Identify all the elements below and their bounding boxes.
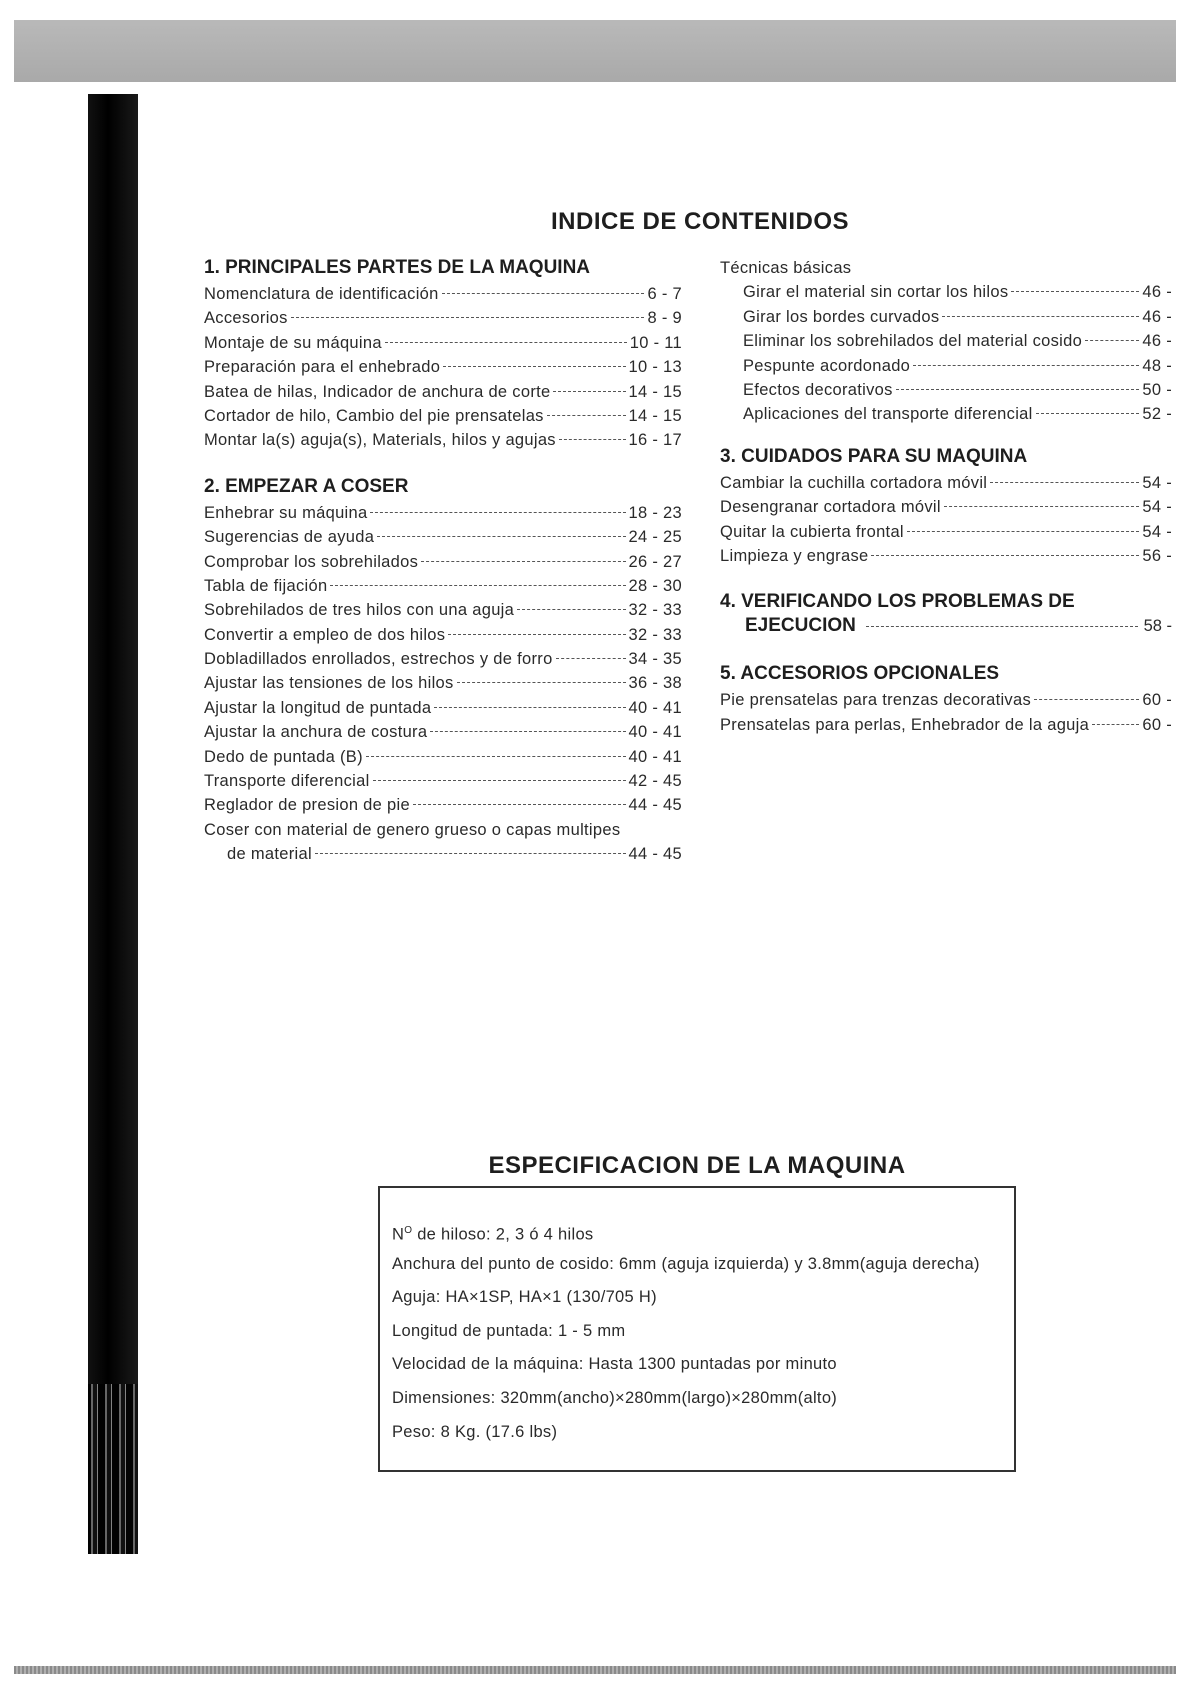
toc-entry — [204, 720, 682, 744]
leader-dots — [385, 342, 627, 343]
section-heading-2: 2. EMPEZAR A COSER — [204, 475, 409, 497]
toc-entry-page: 46 - — [1142, 332, 1172, 351]
leader-dots — [421, 561, 625, 562]
toc-entry — [204, 525, 682, 549]
toc-entry-label: Girar el material sin cortar los hilos — [743, 283, 1009, 302]
spec-threads — [392, 1214, 1014, 1248]
spacer — [720, 568, 1172, 590]
toc-entry — [204, 404, 682, 428]
leader-dots — [457, 682, 626, 683]
toc-entry-label: Preparación para el enhebrado — [204, 358, 441, 377]
toc-entry-page: 52 - — [1142, 405, 1172, 424]
toc-entry-page: 44 - 45 — [628, 845, 682, 864]
toc-entry — [204, 501, 682, 525]
toc-entry — [204, 745, 682, 769]
toc-entry-page: 28 - 30 — [628, 576, 682, 595]
toc-right-column — [720, 256, 1172, 737]
toc-entry — [720, 713, 1172, 737]
spec-line: Peso: 8 Kg. (17.6 lbs) — [392, 1422, 558, 1441]
toc-entry-label: Enhebrar su máquina — [204, 503, 368, 522]
toc-entry-page: 6 - 7 — [647, 285, 682, 303]
section-5-list — [720, 688, 1172, 737]
toc-entry-page: 24 - 25 — [628, 528, 682, 547]
toc-entry-page: 14 - 15 — [628, 406, 682, 425]
leader-dots — [315, 853, 626, 854]
toc-entry — [204, 331, 682, 355]
section-2-list — [204, 501, 682, 867]
section-heading-4-line1: 4. VERIFICANDO LOS PROBLEMAS DE — [720, 591, 1075, 613]
toc-entry-label: Desengranar cortadora móvil — [720, 498, 941, 517]
toc-entry — [720, 688, 1172, 712]
spec-line: Longitud de puntada: 1 - 5 mm — [392, 1321, 626, 1340]
section-heading-4 — [720, 590, 1172, 638]
leader-dots — [442, 293, 645, 294]
leader-dots — [896, 389, 1140, 390]
leader-dots — [944, 506, 1139, 507]
leader-dots — [907, 531, 1139, 532]
page-title: INDICE DE CONTENIDOS — [550, 208, 850, 235]
toc-entry-label: Quitar la cubierta frontal — [720, 522, 904, 541]
toc-entry-label: Nomenclatura de identificación — [204, 285, 439, 303]
leader-dots — [556, 658, 626, 659]
section-1-list — [204, 282, 682, 453]
toc-entry-page: 26 - 27 — [628, 552, 682, 571]
toc-entry-label: Reglador de presion de pie — [204, 796, 410, 815]
toc-entry — [204, 355, 682, 379]
toc-entry-label: Ajustar la anchura de costura — [204, 723, 428, 742]
spec-threads-prefix: N — [392, 1225, 405, 1244]
toc-entry-page: 46 - — [1142, 283, 1172, 302]
toc-entry-label: Pie prensatelas para trenzas decorativas — [720, 691, 1031, 710]
spacer — [204, 453, 682, 475]
spec-threads-sup: O — [404, 1225, 413, 1236]
toc-entry-label: Ajustar la longitud de puntada — [204, 698, 432, 717]
toc-entry-label: Accesorios — [204, 309, 288, 328]
leader-dots — [377, 536, 625, 537]
toc-entry — [204, 793, 682, 817]
left-edge-bar — [88, 94, 138, 1554]
toc-entry — [720, 471, 1172, 495]
toc-entry — [204, 769, 682, 793]
toc-entry — [204, 647, 682, 671]
toc-entry-page: 40 - 41 — [628, 723, 682, 742]
leader-dots — [443, 366, 625, 367]
leader-dots — [366, 756, 626, 757]
spec-box — [378, 1186, 1016, 1472]
toc-entry-label: Sobrehilados de tres hilos con una aguja — [204, 601, 515, 620]
toc-entry-label: Montaje de su máquina — [204, 333, 382, 352]
leader-dots — [942, 316, 1139, 317]
toc-entry-label: Convertir a empleo de dos hilos — [204, 625, 446, 644]
toc-entry-page: 54 - — [1142, 522, 1172, 541]
toc-entry — [720, 520, 1172, 544]
toc-entry — [720, 495, 1172, 519]
spec-line: Anchura del punto de cosido: 6mm (aguja izquierda) y 3.8mm(aguja derecha) — [392, 1254, 980, 1273]
toc-entry — [204, 598, 682, 622]
leader-dots — [370, 512, 625, 513]
spec-threads-rest: de hiloso: 2, 3 ó 4 hilos — [412, 1225, 594, 1244]
leader-dots — [413, 804, 626, 805]
toc-entry — [204, 574, 682, 598]
toc-entry — [204, 282, 682, 306]
toc-entry — [720, 544, 1172, 568]
toc-entry-page: 60 - — [1142, 691, 1172, 710]
leader-dots — [291, 317, 645, 318]
toc-entry-page: 54 - — [1142, 473, 1172, 492]
leader-dots — [517, 609, 625, 610]
leader-dots — [1034, 699, 1139, 700]
section-heading-5: 5. ACCESORIOS OPCIONALES — [720, 663, 1000, 685]
leader-dots — [1036, 413, 1140, 414]
leader-dots — [553, 391, 625, 392]
leader-dots — [373, 780, 626, 781]
toc-entry-page: 40 - 41 — [628, 698, 682, 717]
toc-entry-label: Tabla de fijación — [204, 576, 328, 595]
toc-entry-label: Dobladillados enrollados, estrechos y de forro — [204, 650, 553, 669]
leader-dots — [559, 439, 626, 440]
section-3-list — [720, 471, 1172, 569]
leader-dots — [1011, 291, 1139, 292]
toc-entry-page: 56 - — [1142, 546, 1172, 565]
toc-entry-page: 18 - 23 — [628, 503, 682, 522]
toc-entry-label: Girar los bordes curvados — [743, 307, 940, 326]
toc-entry-label: de material — [227, 845, 312, 864]
top-header-band — [14, 20, 1176, 82]
spacer — [720, 640, 1172, 662]
toc-entry-label: Limpieza y engrase — [720, 546, 869, 565]
toc-entry-page: 54 - — [1142, 498, 1172, 517]
toc-entry-page: 16 - 17 — [628, 431, 682, 450]
toc-entry — [204, 623, 682, 647]
toc-entry-multiline-first: Coser con material de genero grueso o capas multipes — [204, 820, 621, 839]
toc-entry-label: Pespunte acordonado — [743, 356, 911, 375]
toc-entry — [204, 306, 682, 330]
leader-dots — [1085, 340, 1139, 341]
toc-entry-label: Sugerencias de ayuda — [204, 528, 375, 547]
toc-entry-label: Comprobar los sobrehilados — [204, 552, 419, 571]
toc-entry-page: 32 - 33 — [628, 601, 682, 620]
section-heading-4-line2 — [720, 614, 1172, 638]
toc-entry — [204, 842, 682, 866]
leader-dots — [434, 707, 625, 708]
toc-entry-label: Cortador de hilo, Cambio del pie prensatelas — [204, 406, 544, 425]
toc-entry-page: 34 - 35 — [628, 650, 682, 669]
toc-entry-page: 10 - 13 — [628, 358, 682, 377]
toc-entry — [720, 305, 1172, 329]
toc-left-column — [204, 256, 682, 867]
toc-entry — [720, 402, 1172, 426]
toc-entry-label: Efectos decorativos — [743, 380, 893, 399]
spec-title: ESPECIFICACION DE LA MAQUINA — [488, 1152, 906, 1179]
toc-entry-page: 40 - 41 — [628, 747, 682, 766]
toc-entry-label: Cambiar la cuchilla cortadora móvil — [720, 473, 988, 492]
toc-entry-label: Eliminar los sobrehilados del material cosido — [743, 332, 1083, 351]
toc-entry — [720, 329, 1172, 353]
toc-entry-page: 32 - 33 — [628, 625, 682, 644]
section-heading-3: 3. CUIDADOS PARA SU MAQUINA — [720, 445, 1028, 467]
leader-dots — [330, 585, 625, 586]
left-edge-texture — [88, 1384, 138, 1554]
toc-entry — [204, 550, 682, 574]
spec-line: Aguja: HA×1SP, HA×1 (130/705 H) — [392, 1288, 657, 1307]
spec-line: Velocidad de la máquina: Hasta 1300 puntadas por minuto — [392, 1355, 837, 1374]
toc-entry-page: 50 - — [1142, 380, 1172, 399]
toc-entry — [204, 428, 682, 452]
leader-dots — [866, 626, 1138, 627]
toc-entry — [204, 380, 682, 404]
toc-entry-page: 10 - 11 — [629, 333, 682, 352]
toc-entry-page: 14 - 15 — [628, 382, 682, 401]
subsection-heading: Técnicas básicas — [720, 259, 852, 277]
section-heading-1: 1. PRINCIPALES PARTES DE LA MAQUINA — [204, 257, 591, 278]
leader-dots — [1092, 724, 1139, 725]
leader-dots — [547, 415, 626, 416]
toc-entry — [204, 696, 682, 720]
leader-dots — [990, 482, 1139, 483]
toc-entry — [720, 354, 1172, 378]
toc-entry-page: 44 - 45 — [628, 796, 682, 815]
toc-entry-label: Prensatelas para perlas, Enhebrador de la aguja — [720, 715, 1090, 734]
toc-entry-page: 60 - — [1142, 715, 1172, 734]
toc-entry-label: Montar la(s) aguja(s), Materials, hilos y agujas — [204, 431, 556, 450]
section-heading-4-label: EJECUCION — [745, 615, 856, 637]
leader-dots — [913, 365, 1139, 366]
toc-entry — [204, 671, 682, 695]
techniques-list — [720, 280, 1172, 426]
spacer — [720, 427, 1172, 445]
leader-dots — [871, 555, 1139, 556]
toc-entry — [720, 280, 1172, 304]
toc-entry-label: Batea de hilas, Indicador de anchura de corte — [204, 382, 551, 401]
toc-entry-page: 42 - 45 — [628, 772, 682, 791]
toc-entry-label: Dedo de puntada (B) — [204, 747, 363, 766]
spec-line: Dimensiones: 320mm(ancho)×280mm(largo)×280mm(alto) — [392, 1388, 838, 1407]
toc-entry-page: 46 - — [1142, 307, 1172, 326]
toc-entry-label: Transporte diferencial — [204, 772, 370, 791]
toc-entry — [720, 378, 1172, 402]
toc-entry-page: 8 - 9 — [647, 309, 682, 328]
leader-dots — [448, 634, 625, 635]
toc-entry-label: Aplicaciones del transporte diferencial — [743, 405, 1033, 424]
leader-dots — [430, 731, 625, 732]
toc-entry-page: 36 - 38 — [628, 674, 682, 693]
bottom-footer-band — [14, 1666, 1176, 1674]
toc-entry-page: 58 - — [1143, 617, 1172, 636]
toc-entry-label: Ajustar las tensiones de los hilos — [204, 674, 454, 693]
toc-entry-page: 48 - — [1142, 356, 1172, 375]
